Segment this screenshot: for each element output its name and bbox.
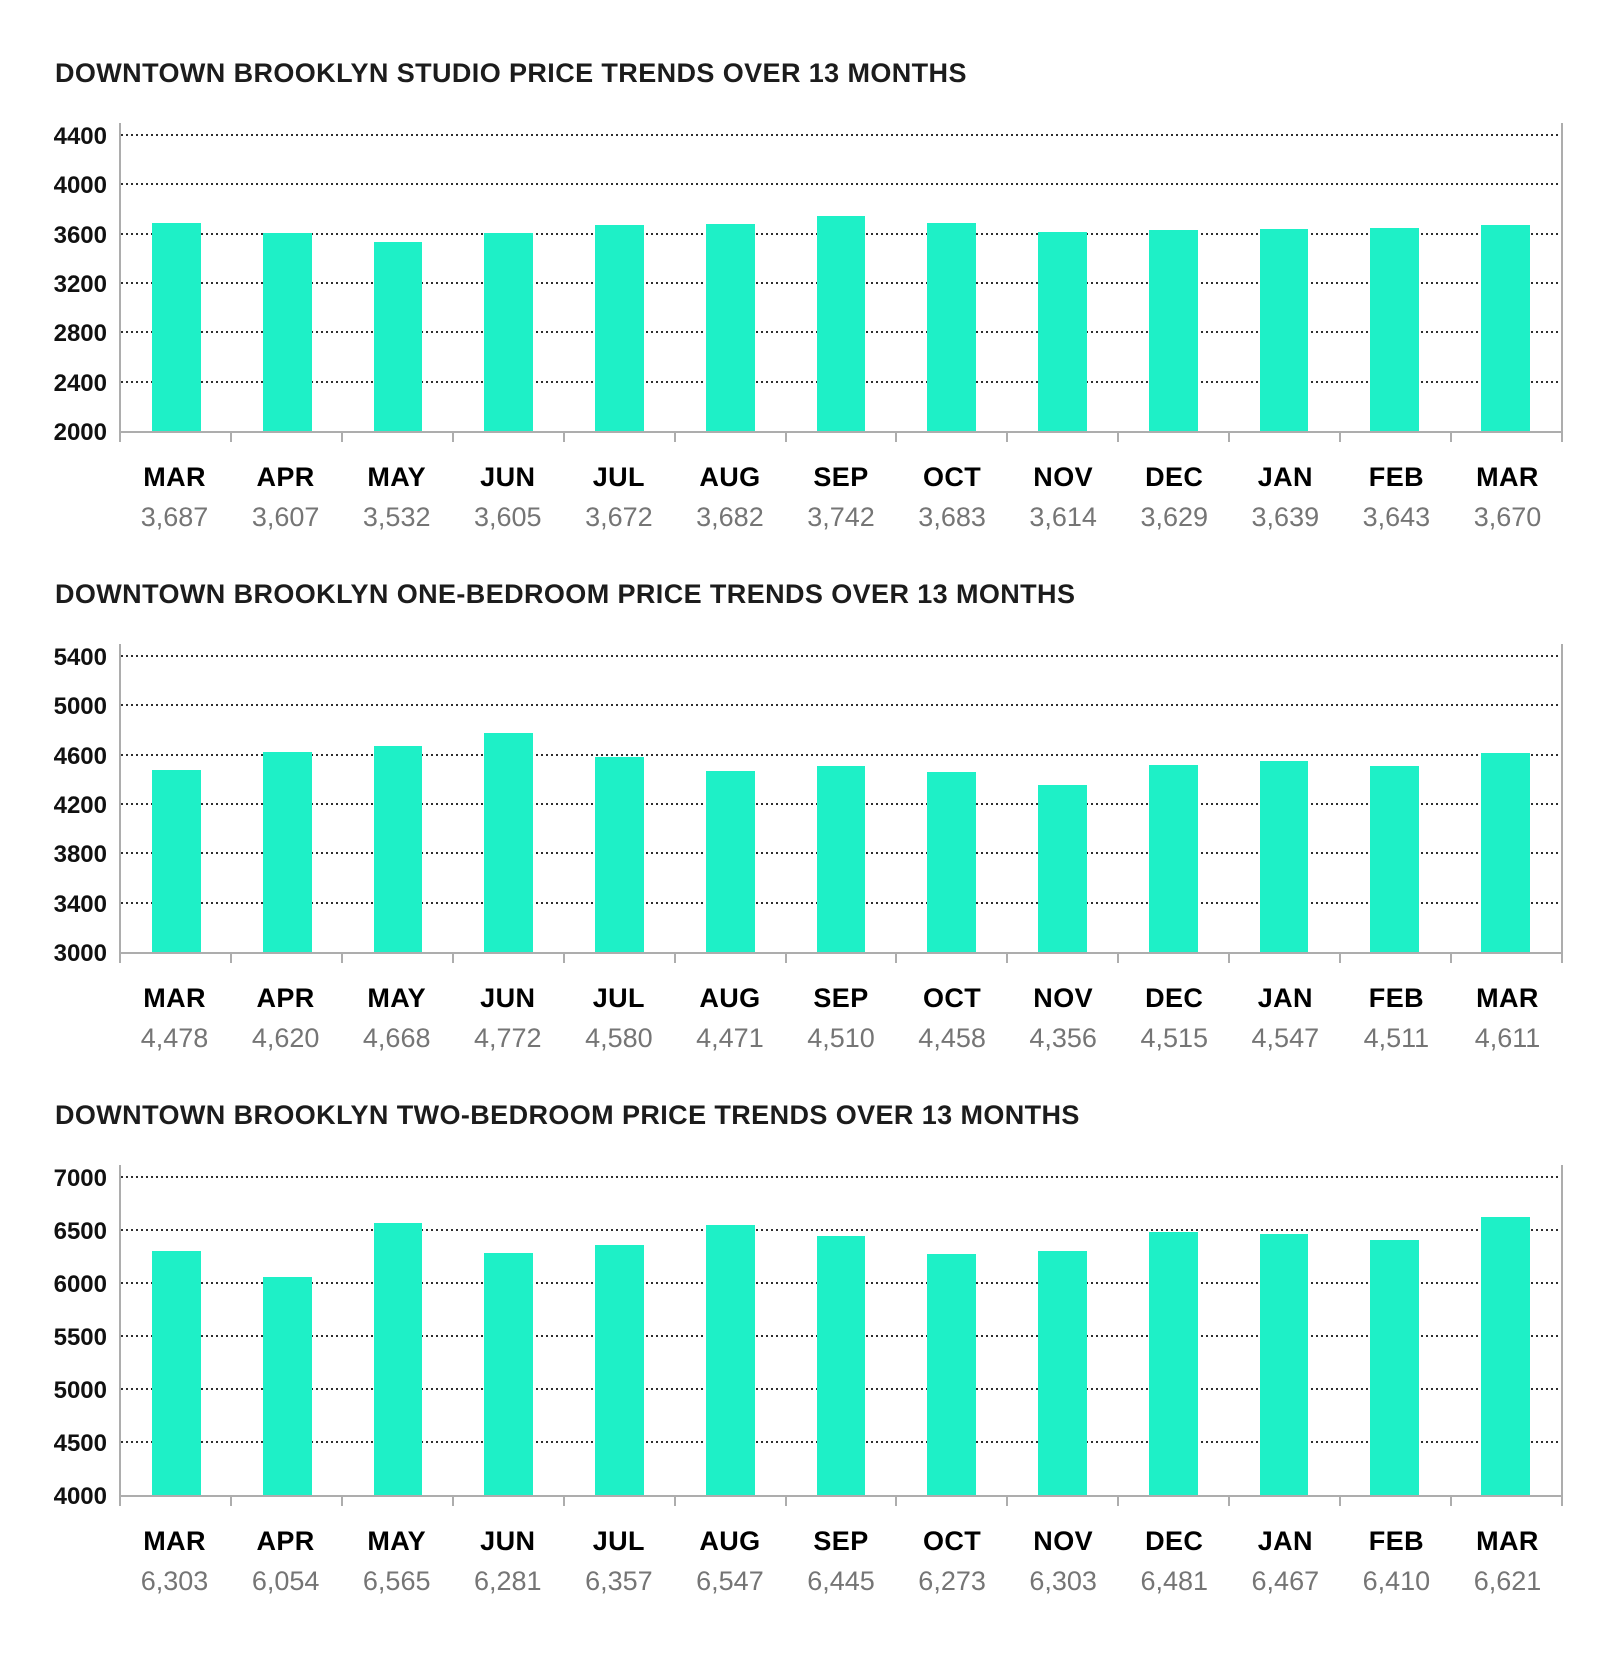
x-label-cell — [563, 462, 674, 533]
bar-cell — [1450, 1177, 1561, 1495]
bars — [121, 656, 1561, 952]
axis-tick — [1341, 954, 1452, 963]
bar-cell — [453, 135, 564, 431]
y-axis — [53, 644, 119, 967]
axis-tick — [787, 954, 898, 963]
month-label: MAY — [367, 462, 427, 492]
x-label-cell — [785, 983, 896, 1054]
month-label: MAR — [1476, 462, 1539, 492]
bar-cell — [232, 1177, 343, 1495]
chart-two-bedroom — [55, 1100, 1563, 1597]
x-label-cell — [674, 1526, 785, 1597]
axis-tick — [454, 954, 565, 963]
value-label: 3,683 — [918, 502, 986, 532]
bar — [484, 1253, 533, 1495]
bar — [706, 771, 755, 952]
chart-body — [53, 123, 1563, 446]
month-label: MAR — [143, 983, 206, 1013]
value-label: 3,643 — [1362, 502, 1431, 532]
axis-tick — [787, 1497, 898, 1506]
bar — [263, 233, 312, 431]
bar — [1481, 225, 1530, 431]
axis-tick — [1230, 433, 1341, 442]
month-label: NOV — [1033, 1526, 1094, 1556]
month-label: NOV — [1033, 462, 1094, 492]
y-tick-label: 6500 — [53, 1218, 107, 1245]
value-label: 3,532 — [362, 502, 431, 532]
bar-cell — [896, 135, 1007, 431]
x-label-cell — [452, 983, 563, 1054]
bar — [1149, 230, 1198, 431]
y-tick-label: 3400 — [53, 890, 107, 918]
bar-cell — [121, 656, 232, 952]
month-label: FEB — [1368, 1526, 1424, 1556]
month-label: JUN — [480, 983, 536, 1013]
axis-tick — [232, 433, 343, 442]
value-label: 4,620 — [251, 1023, 320, 1053]
month-label: APR — [256, 462, 315, 492]
month-label: SEP — [813, 983, 869, 1013]
bar-cell — [1007, 656, 1118, 952]
bar-cell — [121, 1177, 232, 1495]
x-label-cell — [1230, 1526, 1341, 1597]
bar — [927, 772, 976, 952]
x-label-cell — [341, 983, 452, 1054]
x-label-cell — [1341, 983, 1452, 1054]
bar — [1149, 1232, 1198, 1495]
bar-cell — [564, 656, 675, 952]
bar — [595, 757, 644, 952]
bar-cell — [786, 656, 897, 952]
bar-cell — [343, 135, 454, 431]
month-label: JUL — [592, 1526, 645, 1556]
axis-tick — [1119, 1497, 1230, 1506]
axis-tick — [232, 1497, 343, 1506]
bar-cell — [675, 135, 786, 431]
x-labels — [119, 462, 1563, 533]
value-label: 4,478 — [140, 1023, 209, 1053]
x-label-cell — [1452, 1526, 1563, 1597]
x-label-cell — [119, 983, 230, 1054]
axis-tick — [897, 954, 1008, 963]
value-label: 6,565 — [362, 1566, 431, 1596]
bar — [152, 1251, 201, 1495]
bar — [1481, 1217, 1530, 1495]
bars — [121, 135, 1561, 431]
axis-tick — [787, 433, 898, 442]
y-tick-label: 5000 — [53, 693, 107, 721]
x-label-cell — [1341, 462, 1452, 533]
bar-cell — [675, 656, 786, 952]
plot-area — [119, 1165, 1563, 1497]
x-label-cell — [897, 462, 1008, 533]
x-label-cell — [1008, 462, 1119, 533]
y-tick-label: 3200 — [53, 271, 107, 298]
value-label: 4,580 — [585, 1023, 653, 1053]
bar — [595, 225, 644, 431]
month-label: MAR — [143, 1526, 206, 1556]
bar — [374, 242, 423, 431]
month-label: DEC — [1145, 462, 1204, 492]
y-tick-label: 4500 — [53, 1430, 107, 1457]
axis-tick — [232, 954, 343, 963]
bar-cell — [1007, 135, 1118, 431]
x-label-cell — [1119, 1526, 1230, 1597]
plot-inner — [121, 1177, 1561, 1495]
value-label: 6,547 — [696, 1566, 764, 1596]
value-label: 3,670 — [1473, 502, 1542, 532]
bar — [1149, 765, 1198, 952]
x-ticks — [119, 1497, 1563, 1506]
value-label: 6,467 — [1251, 1566, 1320, 1596]
x-labels — [119, 983, 1563, 1054]
x-label-cell — [1008, 1526, 1119, 1597]
x-label-cell — [341, 462, 452, 533]
value-label: 6,445 — [807, 1566, 875, 1596]
x-labels — [119, 1526, 1563, 1597]
chart-title: DOWNTOWN BROOKLYN TWO-BEDROOM PRICE TRENDS OVER 13 MONTHS — [55, 1100, 1080, 1130]
y-tick-label: 4200 — [53, 792, 107, 819]
month-label: SEP — [813, 462, 869, 492]
axis-tick — [676, 954, 787, 963]
value-label: 6,054 — [251, 1566, 320, 1596]
x-label-cell — [230, 462, 341, 533]
value-label: 4,547 — [1251, 1023, 1320, 1053]
value-label: 4,515 — [1140, 1023, 1209, 1053]
axis-tick — [343, 433, 454, 442]
axis-tick — [565, 1497, 676, 1506]
axis-tick — [343, 954, 454, 963]
chart-body — [53, 644, 1563, 967]
bar-cell — [453, 1177, 564, 1495]
month-label: OCT — [922, 1526, 982, 1556]
value-label: 6,281 — [473, 1566, 542, 1596]
value-label: 3,605 — [473, 502, 542, 532]
axis-tick — [1008, 1497, 1119, 1506]
bar — [817, 216, 866, 431]
bar — [1038, 785, 1087, 952]
bar — [1038, 1251, 1087, 1495]
value-label: 3,672 — [585, 502, 653, 532]
x-label-cell — [230, 983, 341, 1054]
x-ticks — [119, 954, 1563, 963]
bar-cell — [1229, 656, 1340, 952]
axis-tick — [119, 1497, 232, 1506]
value-label: 3,639 — [1251, 502, 1320, 532]
y-tick-label: 2000 — [53, 419, 107, 446]
value-label: 3,629 — [1140, 502, 1209, 532]
axis-tick — [119, 433, 232, 442]
chart-one-bedroom — [55, 579, 1563, 1054]
y-tick-label: 2800 — [53, 320, 107, 348]
bars — [121, 1177, 1561, 1495]
x-label-cell — [1341, 1526, 1452, 1597]
chart-studio — [55, 58, 1563, 533]
x-label-cell — [563, 1526, 674, 1597]
month-label: DEC — [1145, 983, 1204, 1013]
month-label: JAN — [1257, 462, 1313, 492]
bar — [706, 224, 755, 431]
x-label-cell — [674, 462, 785, 533]
y-tick-label: 4400 — [53, 123, 107, 150]
axis-tick — [1230, 1497, 1341, 1506]
axis-tick — [1341, 433, 1452, 442]
bar — [484, 233, 533, 431]
month-label: APR — [256, 1526, 315, 1556]
x-label-cell — [897, 983, 1008, 1054]
month-label: MAY — [367, 1526, 427, 1556]
month-label: JUL — [592, 462, 645, 492]
plot-area — [119, 123, 1563, 433]
bar — [263, 752, 312, 952]
value-label: 6,621 — [1473, 1566, 1542, 1596]
month-label: MAR — [1476, 1526, 1539, 1556]
bar-cell — [1229, 135, 1340, 431]
axis-tick — [676, 1497, 787, 1506]
y-tick-label: 3600 — [53, 221, 107, 249]
value-label: 6,273 — [918, 1566, 986, 1596]
axis-tick — [343, 1497, 454, 1506]
x-label-cell — [674, 983, 785, 1054]
plot-inner — [121, 656, 1561, 952]
bar-cell — [453, 656, 564, 952]
bar-cell — [786, 135, 897, 431]
month-label: DEC — [1145, 1526, 1204, 1556]
bar — [374, 746, 423, 952]
y-tick-label: 6000 — [53, 1271, 107, 1298]
bar — [927, 1254, 976, 1495]
bar — [484, 733, 533, 952]
bar — [817, 1236, 866, 1495]
x-label-cell — [341, 1526, 452, 1597]
axis-tick — [1341, 1497, 1452, 1506]
y-tick-label: 7000 — [53, 1165, 107, 1192]
value-label: 6,303 — [140, 1566, 209, 1596]
axis-tick — [1008, 433, 1119, 442]
axis-tick — [1452, 954, 1563, 963]
bar — [1260, 229, 1309, 431]
bar — [1481, 753, 1530, 952]
y-tick-label: 5500 — [53, 1324, 107, 1351]
bar-cell — [1339, 135, 1450, 431]
chart-title: DOWNTOWN BROOKLYN STUDIO PRICE TRENDS OVER 13 MONTHS — [55, 58, 967, 88]
plot-inner — [121, 135, 1561, 431]
month-label: APR — [256, 983, 315, 1013]
month-label: MAR — [143, 462, 206, 492]
x-label-cell — [230, 1526, 341, 1597]
month-label: SEP — [813, 1526, 869, 1556]
bar — [1038, 232, 1087, 431]
y-tick-label: 5400 — [53, 644, 107, 671]
month-label: AUG — [699, 983, 761, 1013]
chart-body — [53, 1165, 1563, 1510]
month-label: JUN — [480, 1526, 536, 1556]
x-label-cell — [1452, 983, 1563, 1054]
bar — [1260, 761, 1309, 952]
x-label-cell — [785, 462, 896, 533]
x-label-cell — [1230, 983, 1341, 1054]
axis-tick — [1230, 954, 1341, 963]
bar — [817, 766, 866, 952]
month-label: FEB — [1368, 983, 1424, 1013]
value-label: 6,357 — [585, 1566, 653, 1596]
x-label-cell — [785, 1526, 896, 1597]
y-tick-label: 3800 — [53, 841, 107, 869]
bar-cell — [232, 135, 343, 431]
month-label: FEB — [1368, 462, 1424, 492]
bar-cell — [1339, 1177, 1450, 1495]
bar — [595, 1245, 644, 1495]
y-axis — [53, 1165, 119, 1510]
axis-tick — [897, 1497, 1008, 1506]
axis-tick — [565, 954, 676, 963]
month-label: JAN — [1257, 983, 1313, 1013]
value-label: 4,511 — [1363, 1023, 1430, 1053]
bar — [706, 1225, 755, 1495]
bar-cell — [564, 135, 675, 431]
y-tick-label: 2400 — [53, 369, 107, 397]
value-label: 3,614 — [1029, 502, 1097, 532]
month-label: OCT — [922, 983, 982, 1013]
bar — [374, 1223, 423, 1495]
x-label-cell — [1008, 983, 1119, 1054]
month-label: AUG — [699, 1526, 761, 1556]
value-label: 4,471 — [696, 1023, 764, 1053]
axis-tick — [454, 433, 565, 442]
bar — [263, 1277, 312, 1495]
bar-cell — [1450, 656, 1561, 952]
bar-cell — [564, 1177, 675, 1495]
y-tick-label: 4000 — [53, 172, 107, 200]
value-label: 3,607 — [251, 502, 320, 532]
bar-cell — [121, 135, 232, 431]
axis-tick — [1452, 1497, 1563, 1506]
month-label: JUN — [480, 462, 536, 492]
axis-tick — [119, 954, 232, 963]
x-label-cell — [1119, 462, 1230, 533]
y-tick-label: 5000 — [53, 1377, 107, 1404]
x-label-cell — [119, 462, 230, 533]
x-label-cell — [1119, 983, 1230, 1054]
bar — [1370, 1240, 1419, 1495]
bar-cell — [1339, 656, 1450, 952]
bar-cell — [896, 656, 1007, 952]
chart-title: DOWNTOWN BROOKLYN ONE-BEDROOM PRICE TRENDS OVER 13 MONTHS — [55, 579, 1076, 609]
value-label: 4,510 — [807, 1023, 875, 1053]
value-label: 6,410 — [1362, 1566, 1431, 1596]
bar-cell — [1118, 656, 1229, 952]
bar — [1370, 766, 1419, 952]
x-label-cell — [1452, 462, 1563, 533]
y-tick-label: 3000 — [53, 940, 107, 967]
x-label-cell — [897, 1526, 1008, 1597]
month-label: MAY — [367, 983, 427, 1013]
bar — [152, 223, 201, 431]
x-label-cell — [563, 983, 674, 1054]
bar-cell — [1118, 135, 1229, 431]
value-label: 4,772 — [473, 1023, 542, 1053]
axis-tick — [1452, 433, 1563, 442]
bar-cell — [1229, 1177, 1340, 1495]
y-tick-label: 4600 — [53, 742, 107, 770]
month-label: JAN — [1257, 1526, 1313, 1556]
bar-cell — [343, 1177, 454, 1495]
axis-tick — [676, 433, 787, 442]
y-axis — [53, 123, 119, 446]
value-label: 4,356 — [1029, 1023, 1097, 1053]
plot-area — [119, 644, 1563, 954]
bar-cell — [1450, 135, 1561, 431]
axis-tick — [897, 433, 1008, 442]
bar-cell — [786, 1177, 897, 1495]
bar-cell — [896, 1177, 1007, 1495]
bar — [927, 223, 976, 431]
month-label: NOV — [1033, 983, 1094, 1013]
x-ticks — [119, 433, 1563, 442]
value-label: 6,303 — [1029, 1566, 1097, 1596]
bar — [1370, 228, 1419, 431]
axis-tick — [1008, 954, 1119, 963]
axis-tick — [565, 433, 676, 442]
value-label: 4,668 — [362, 1023, 431, 1053]
bar-cell — [343, 656, 454, 952]
axis-tick — [1119, 433, 1230, 442]
month-label: AUG — [699, 462, 761, 492]
x-label-cell — [119, 1526, 230, 1597]
x-label-cell — [452, 462, 563, 533]
axis-tick — [1119, 954, 1230, 963]
value-label: 3,742 — [807, 502, 875, 532]
bar-cell — [675, 1177, 786, 1495]
month-label: OCT — [922, 462, 982, 492]
value-label: 4,458 — [918, 1023, 986, 1053]
value-label: 3,682 — [696, 502, 764, 532]
bar-cell — [232, 656, 343, 952]
value-label: 4,611 — [1474, 1023, 1541, 1053]
month-label: MAR — [1476, 983, 1539, 1013]
value-label: 6,481 — [1140, 1566, 1209, 1596]
x-label-cell — [452, 1526, 563, 1597]
x-label-cell — [1230, 462, 1341, 533]
month-label: JUL — [592, 983, 645, 1013]
bar-cell — [1007, 1177, 1118, 1495]
y-tick-label: 4000 — [53, 1483, 107, 1510]
bar-cell — [1118, 1177, 1229, 1495]
axis-tick — [454, 1497, 565, 1506]
bar — [1260, 1234, 1309, 1496]
bar — [152, 770, 201, 952]
value-label: 3,687 — [140, 502, 209, 532]
